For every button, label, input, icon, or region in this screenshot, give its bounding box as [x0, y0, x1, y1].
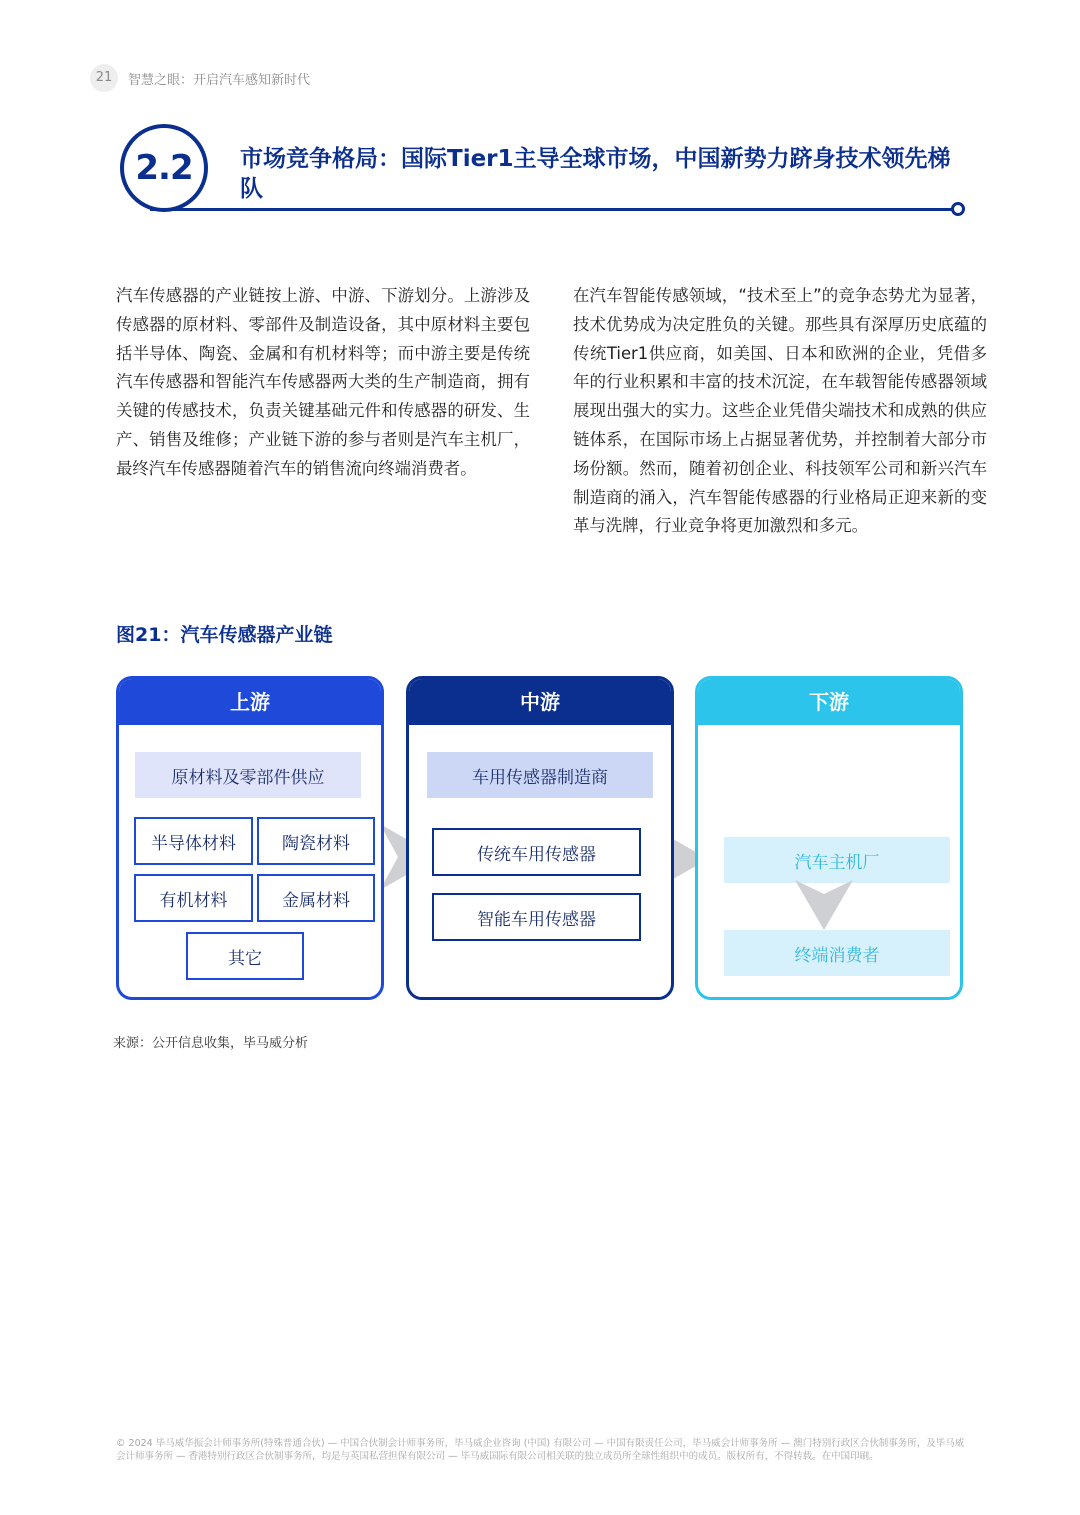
upstream-item: 有机材料: [134, 874, 253, 922]
upstream-item: 其它: [186, 932, 304, 980]
upstream-header: 上游: [119, 679, 381, 725]
midstream-item: 智能车用传感器: [432, 893, 641, 941]
midstream-category: 车用传感器制造商: [427, 752, 653, 798]
section-number-badge: [120, 124, 208, 212]
page-number: 21: [90, 64, 118, 92]
section-number: 2.2: [135, 148, 193, 188]
downstream-header: 下游: [698, 679, 960, 725]
upstream-item: 陶瓷材料: [257, 817, 375, 865]
legal-footer: © 2024 毕马威华振会计师事务所(特殊普通合伙) — 中国合伙制会计师事务所，毕马威企业咨询 (中国) 有限公司 — 中国有限责任公司，毕马威会计师事务所 — 澳门特别行政区合伙制事务所，及毕马威会计师事务所 — 香港特别行政区合伙制事务所，均是与英国私营担保有限公司 — 毕马威国际有限公司相关联的独立成员所全球性组织中的成员。版权所有，不得转载。在中国印刷。: [116, 1438, 965, 1462]
upstream-item: 金属材料: [257, 874, 375, 922]
section-underline-end-dot: [951, 202, 965, 216]
midstream-header: 中游: [409, 679, 671, 725]
section-underline: [150, 208, 954, 211]
midstream-item: 传统车用传感器: [432, 828, 641, 876]
running-title: 智慧之眼：开启汽车感知新时代: [128, 73, 311, 88]
upstream-item: 半导体材料: [134, 817, 253, 865]
body-paragraph-right: 在汽车智能传感领域，“技术至上”的竞争态势尤为显著，技术优势成为决定胜负的关键。那些具有深厚历史底蕴的传统Tier1供应商，如美国、日本和欧洲的企业，凭借多年的行业积累和丰富的技术沉淀，在车载智能传感器领域展现出强大的实力。这些企业凭借尖端技术和成熟的供应链体系，在国际市场上占据显著优势，并控制着大部分市场份额。然而，随着初创企业、科技领军公司和新兴汽车制造商的涌入，汽车智能传感器的行业格局正迎来新的变革与洗牌，行业竞争将更加激烈和多元。: [573, 286, 987, 536]
body-paragraph-left: 汽车传感器的产业链按上游、中游、下游划分。上游涉及传感器的原材料、零部件及制造设备，其中原材料主要包括半导体、陶瓷、金属和有机材料等；而中游主要是传统汽车传感器和智能汽车传感器两大类的生产制造商，拥有关键的传感技术，负责关键基础元件和传感器的研发、生产、销售及维修；产业链下游的参与者则是汽车主机厂，最终汽车传感器随着汽车的销售流向终端消费者。: [116, 286, 530, 478]
arrow-down-icon: [793, 878, 855, 932]
downstream-item: 汽车主机厂: [724, 837, 950, 883]
downstream-item: 终端消费者: [724, 930, 950, 976]
figure-source: 来源：公开信息收集，毕马威分析: [113, 1036, 309, 1051]
section-title: 市场竞争格局：国际Tier1主导全球市场，中国新势力跻身技术领先梯队: [240, 146, 951, 202]
upstream-category: 原材料及零部件供应: [135, 752, 361, 798]
figure-title: 图21：汽车传感器产业链: [116, 624, 333, 646]
